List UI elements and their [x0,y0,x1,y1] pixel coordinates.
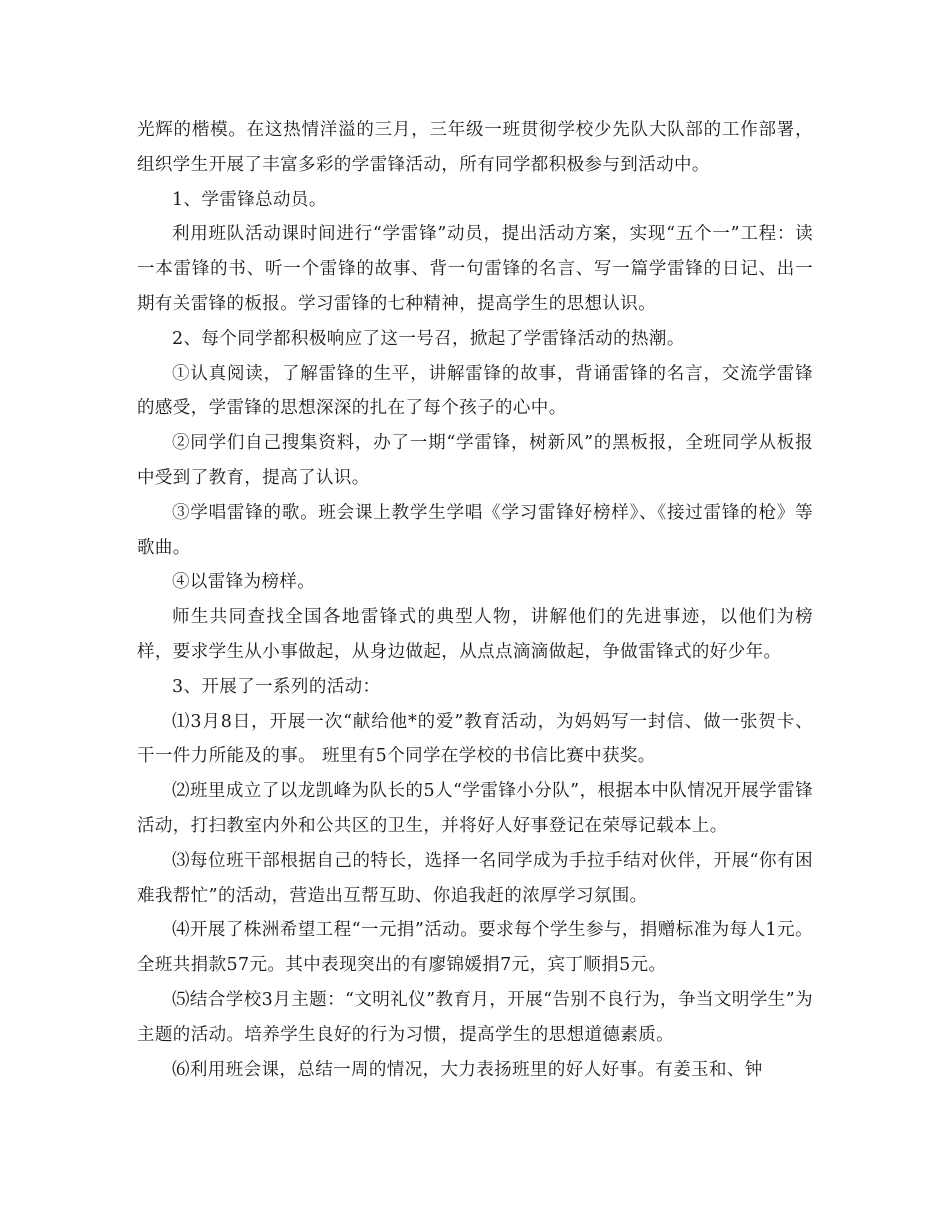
section-heading-1: 1、学雷锋总动员。 [172,189,327,210]
list-item: ②同学们自己搜集资料，办了一期“学雷锋，树新风”的黑板报，全班同学从板报中受到了教育，提高了认识。 [137,433,813,488]
paragraph-continuation: 光辉的楷模。在这热情洋溢的三月，三年级一班贯彻学校少先队大队部的工作部署，组织学生开展了丰富多彩的学雷锋活动，所有同学都积极参与到活动中。 [137,120,813,175]
list-item: ③学唱雷锋的歌。班会课上教学生学唱《学习雷锋好榜样》、《接过雷锋的枪》等歌曲。 [137,502,813,558]
list-item: ④以雷锋为榜样。 [172,572,316,593]
section-heading-2: 2、每个同学都积极响应了这一号召，掀起了学雷锋活动的热潮。 [172,328,685,349]
list-item: ⑷开展了株洲希望工程“一元捐”活动。要求每个学生参与，捐赠标准为每人1元。全班共捐款57元。其中表现突出的有廖锦媛捐7元，宾丁顺捐5元。 [137,920,813,976]
list-item: ⑸结合学校3月主题：“文明礼仪”教育月，开展“告别不良行为，争当文明学生”为主题的活动。培养学生良好的行为习惯，提高学生的思想道德素质。 [137,989,813,1045]
document-body [137,113,813,1087]
paragraph: 师生共同查找全国各地雷锋式的典型人物，讲解他们的先进事迹，以他们为榜样，要求学生从小事做起，从身边做起，从点点滴滴做起，争做雷锋式的好少年。 [137,607,813,662]
list-item: ①认真阅读，了解雷锋的生平，讲解雷锋的故事，背诵雷锋的名言，交流学雷锋的感受，学雷锋的思想深深的扎在了每个孩子的心中。 [137,363,813,419]
list-item: ⑴3月8日，开展一次“献给他*的爱”教育活动，为妈妈写一封信、做一张贺卡、干一件力所能及的事。 班里有5个同学在学校的书信比赛中获奖。 [137,711,813,767]
list-item: ⑹利用班会课，总结一周的情况，大力表扬班里的好人好事。有姜玉和、钟 [172,1059,763,1080]
list-item: ⑵班里成立了以龙凯峰为队长的5人“学雷锋小分队”，根据本中队情况开展学雷锋活动，打扫教室内外和公共区的卫生，并将好人好事登记在荣辱记载本上。 [137,781,813,836]
section-heading-3: 3、开展了一系列的活动： [172,676,381,697]
paragraph: 利用班队活动课时间进行“学雷锋”动员，提出活动方案，实现“五个一”工程：读一本雷锋的书、听一个雷锋的故事、背一句雷锋的名言、写一篇学雷锋的日记、出一期有关雷锋的板报。学习雷锋的七种精神，提高学生的思想认识。 [137,224,813,314]
list-item: ⑶每位班干部根据自己的特长，选择一名同学成为手拉手结对伙伴，开展“你有困难我帮忙”的活动，营造出互帮互助、你追我赶的浓厚学习氛围。 [137,850,813,906]
